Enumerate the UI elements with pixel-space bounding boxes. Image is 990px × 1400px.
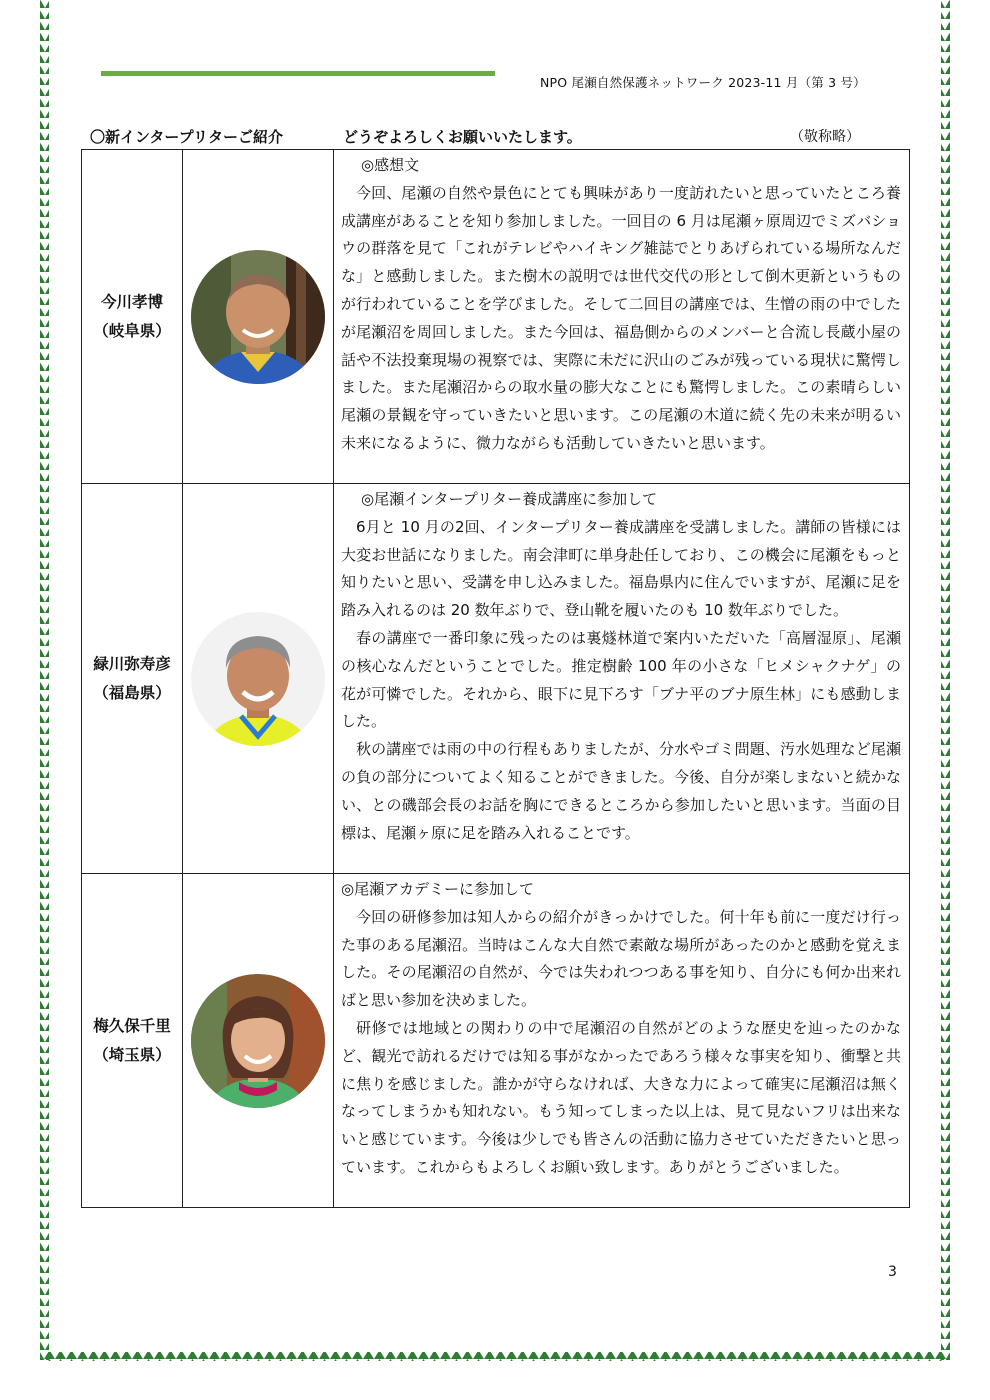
person-name: 今川孝博: [100, 292, 163, 311]
name-cell: [82, 150, 183, 484]
newsletter-header: NPO 尾瀬自然保護ネットワーク 2023-11 月（第 3 号）: [540, 75, 866, 90]
intro-row: [82, 484, 910, 874]
essay-heading: ◎尾瀬インタープリター養成講座に参加して: [361, 490, 658, 508]
name-cell: [82, 874, 183, 1208]
person-prefecture: （福島県）: [93, 683, 171, 702]
person-name: 梅久保千里: [93, 1016, 171, 1035]
interpreter-intro-table: [81, 149, 910, 1208]
person-prefecture: （岐阜県）: [93, 321, 171, 340]
essay-cell: [334, 874, 910, 1208]
photo-cell: [183, 150, 334, 484]
essay-heading: ◎尾瀬アカデミーに参加して: [341, 880, 534, 898]
essay-paragraph: 春の講座で一番印象に残ったのは裏燧林道で案内いただいた「高層湿原」、尾瀬の核心なんだということでした。推定樹齢 100 年の小さな「ヒメシャクナゲ」の花が可憐でした。それから、眼下に見下ろす「ブナ平のブナ原生林」にも感動しました。: [341, 628, 901, 731]
essay-paragraph: 今回、尾瀬の自然や景色にとても興味があり一度訪れたいと思っていたところ養成講座があることを知り参加しました。一回目の 6 月は尾瀬ヶ原周辺でミズバショウの群落を見て「これがテレビやハイキング雑誌でとりあげられている場所なんだな」と感動しました。また樹木の説明では世代交代の形として倒木更新というものが行われていることを学びました。そして二回目の講座では、生憎の雨の中でしたが尾瀬沼を周回しました。また今回は、福島側からのメンバーと合流し長蔵小屋の話や不法投棄現場の視察では、実際に未だに沢山のごみが残っている現状に驚愕しました。また尾瀬沼からの取水量の膨大なことにも驚愕しました。この素晴らしい尾瀬の景観を守っていきたいと思います。この尾瀬の木道に続く先の未来が明るい未来になるように、微力ながらも活動していきたいと思います。: [341, 183, 901, 452]
section-title: 〇新インタープリターご紹介: [90, 128, 284, 146]
portrait-photo: [191, 974, 325, 1108]
photo-cell: [183, 874, 334, 1208]
essay-paragraph: 秋の講座では雨の中の行程もありましたが、分水やゴミ問題、汚水処理など尾瀬の負の部分についてよく知ることができました。今後、自分が楽しまないと続かない、との磯部会長のお話を胸にできるところから参加したいと思います。当面の目標は、尾瀬ヶ原に足を踏み入れることです。: [341, 740, 901, 842]
intro-row: [82, 150, 910, 484]
photo-cell: [183, 484, 334, 874]
person-name: 緑川弥寿彦: [93, 654, 171, 673]
portrait-photo: [191, 612, 325, 746]
essay-paragraph: 研修では地域との関わりの中で尾瀬沼の自然がどのような歴史を辿ったのかなど、観光で訪れるだけでは知る事がなかったであろう様々な事実を知り、衝撃と共に焦りを感じました。誰かが守らなければ、大きな力によって確実に尾瀬沼は無くなってしまうかも知れない。もう知ってしまった以上は、見て見ないフリは出来ないと感じています。今後は少しでも皆さんの活動に協力させていただきたいと思っています。これからもよろしくお願い致します。ありがとうございました。: [341, 1018, 901, 1176]
essay-heading: ◎感想文: [361, 156, 420, 174]
page-number: 3: [888, 1264, 897, 1280]
essay-paragraph: 今回の研修参加は知人からの紹介がきっかけでした。何十年も前に一度だけ行った事のある尾瀬沼。当時はこんな大自然で素敵な場所があったのかと感動を覚えました。その尾瀬沼の自然が、今では失われつつある事を知り、自分にも何か出来ればと思い参加を決めました。: [341, 907, 901, 1010]
name-cell: [82, 484, 183, 874]
portrait-photo: [191, 250, 325, 384]
essay-cell: [334, 484, 910, 874]
person-prefecture: （埼玉県）: [93, 1045, 171, 1064]
section-greeting: どうぞよろしくお願いいたします。: [343, 128, 582, 146]
honorific-note: （敬称略）: [790, 129, 860, 145]
header-rule: [101, 71, 495, 76]
essay-cell: [334, 150, 910, 484]
essay-paragraph: 6月と 10 月の2回、インタープリター養成講座を受講しました。講師の皆様には大変お世話になりました。南会津町に単身赴任しており、この機会に尾瀬をもっと知りたいと思い、受講を申し込みました。福島県内に住んでいますが、尾瀬に足を踏み入れるのは 20 数年ぶりで、登山靴を履いたのも 10 数年ぶりでした。: [341, 517, 901, 620]
intro-row: [82, 874, 910, 1208]
